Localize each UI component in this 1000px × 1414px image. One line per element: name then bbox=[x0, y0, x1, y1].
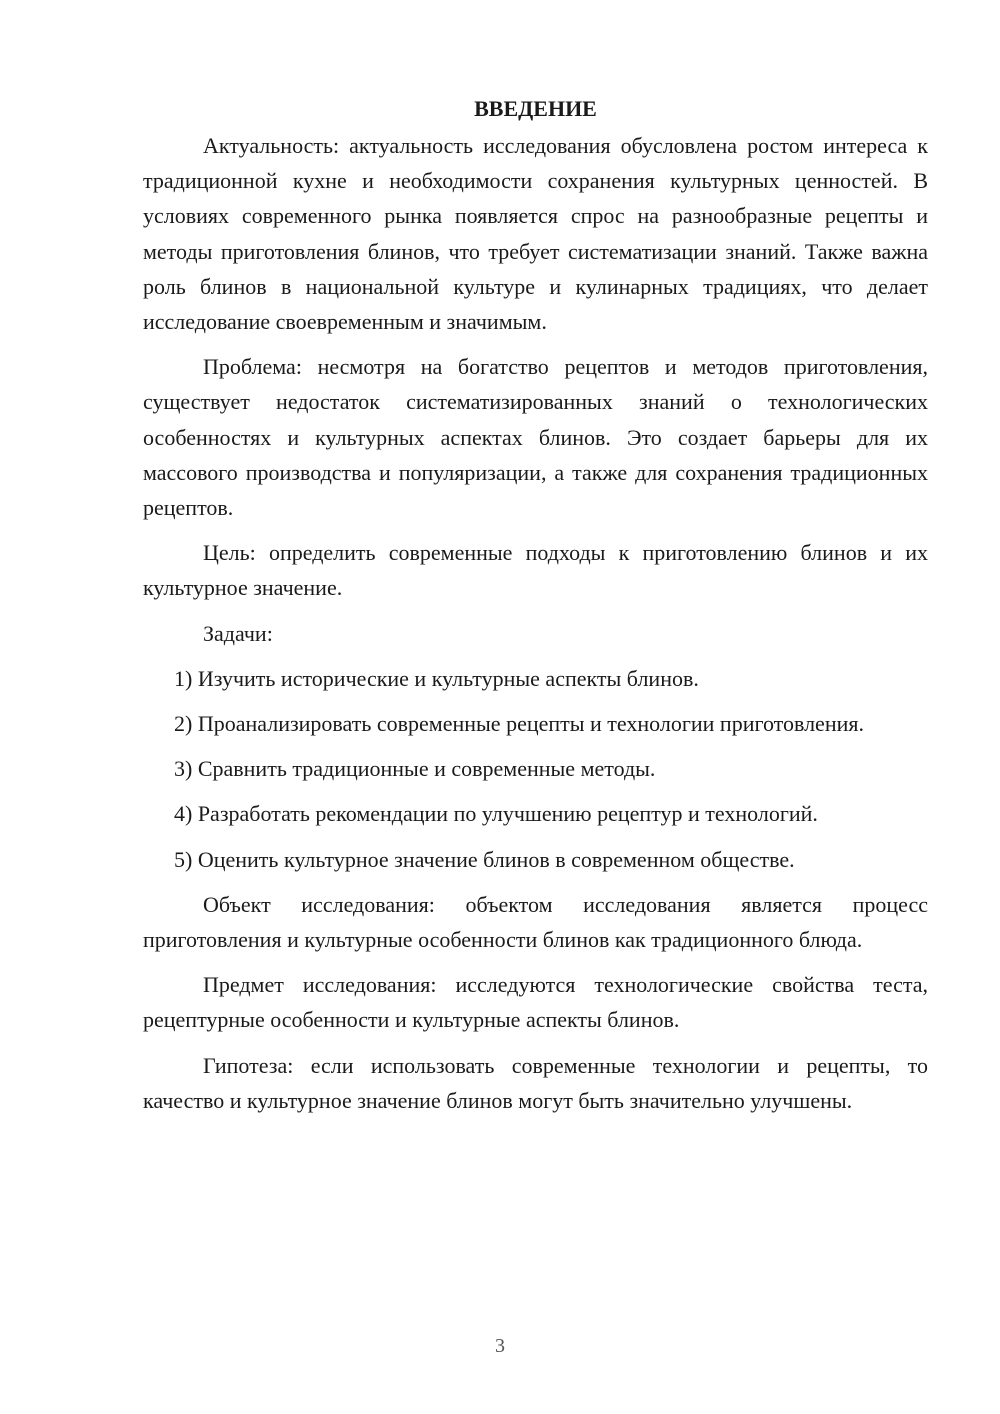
paragraph-hypothesis: Гипотеза: если использовать современные технологии и рецепты, то качество и культурное значение блинов могут быть значительно улучшены. bbox=[143, 1052, 928, 1113]
page-title: ВВЕДЕНИЕ bbox=[474, 96, 597, 121]
paragraph-problem: Проблема: несмотря на богатство рецептов и методов приготовления, существует недостаток систематизированных знаний о технологических особенностях и культурных аспектах блинов. Это создает барьеры для их массового производства и популяризации, а также для сохранения традиционных рецептов. bbox=[143, 354, 928, 521]
page-number: 3 bbox=[495, 1335, 505, 1357]
task-item-5: 5) Оценить культурное значение блинов в современном обществе. bbox=[174, 846, 795, 872]
document-page bbox=[143, 92, 928, 1128]
task-item-4: 4) Разработать рекомендации по улучшению рецептур и технологий. bbox=[174, 801, 818, 827]
paragraph-subject: Предмет исследования: исследуются технологические свойства теста, рецептурные особенности и культурные аспекты блинов. bbox=[143, 972, 928, 1033]
task-item-3: 3) Сравнить традиционные и современные методы. bbox=[174, 756, 656, 782]
task-item-1: 1) Изучить исторические и культурные аспекты блинов. bbox=[174, 665, 699, 691]
paragraph-goal: Цель: определить современные подходы к приготовлению блинов и их культурное значение. bbox=[143, 540, 928, 601]
paragraph-object: Объект исследования: объектом исследования является процесс приготовления и культурные особенности блинов как традиционного блюда. bbox=[143, 891, 928, 953]
task-item-2: 2) Проанализировать современные рецепты и технологии приготовления. bbox=[174, 711, 864, 737]
paragraph-relevance: Актуальность: актуальность исследования обусловлена ростом интереса к традиционной кухне и необходимости сохранения культурных ценностей. В условиях современного рынка появляется спрос на разнообразные рецепты и методы приготовления блинов, что требует систематизации знаний. Также важна роль блинов в национальной культуре и кулинарных традициях, что делает исследование своевременным и значимым. bbox=[143, 133, 928, 335]
tasks-heading: Задачи: bbox=[203, 620, 273, 646]
